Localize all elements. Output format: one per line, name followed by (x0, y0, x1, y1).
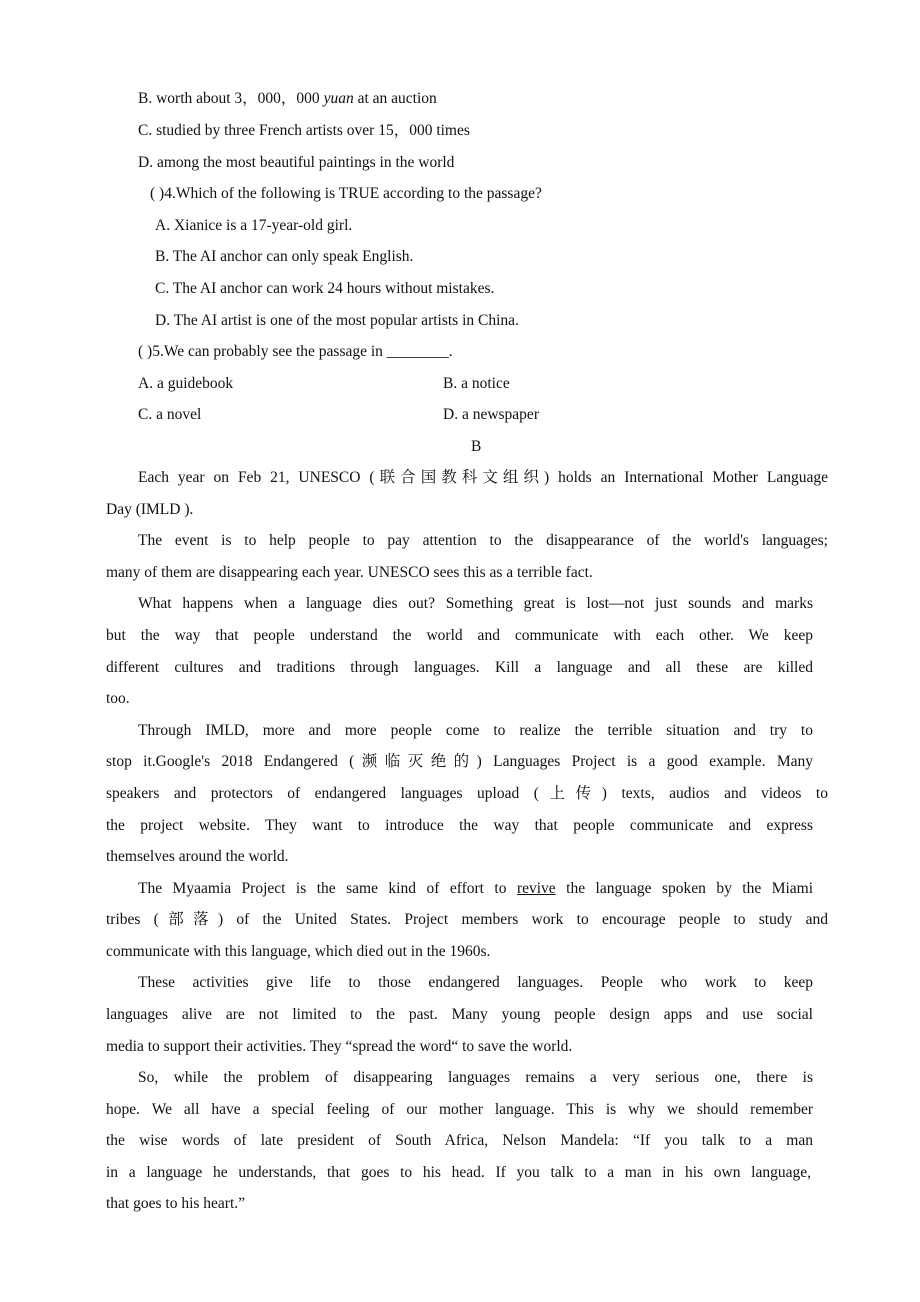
passage-line: but the way that people understand the world and communicate with each other. We keep (106, 627, 813, 644)
line-text: The Myaamia Project is the same kind of effort to (138, 880, 507, 897)
passage-line: stop it.Google's 2018 Endangered (濒临灭绝的) Languages Project is a good example. Many (106, 753, 813, 770)
passage-line: themselves around the world. (106, 848, 289, 865)
passage-line (138, 878, 813, 900)
passage-line: different cultures and traditions through languages. Kill a language and all these are killed (106, 659, 813, 676)
q5-option-a: A. a guidebook (138, 375, 234, 392)
q4-option-c: C. The AI anchor can work 24 hours without mistakes. (155, 280, 495, 297)
passage-line: hope. We all have a special feeling of our mother language. This is why we should remember (106, 1101, 813, 1118)
passage-line: too. (106, 690, 130, 707)
passage-line: communicate with this language, which died out in the 1960s. (106, 943, 491, 960)
passage-line: media to support their activities. They “spread the word“ to save the world. (106, 1038, 573, 1055)
q4-option-b: B. The AI anchor can only speak English. (155, 248, 414, 265)
passage-line: So, while the problem of disappearing languages remains a very serious one, there is (138, 1069, 813, 1086)
q4-option-a: A. Xianice is a 17-year-old girl. (155, 217, 353, 234)
q5-option-c: C. a novel (138, 406, 202, 423)
q3-option-c: C. studied by three French artists over 15，000 times (138, 122, 470, 139)
passage-line: the project website. They want to introduce the way that people communicate and express (106, 817, 813, 834)
passage-line: These activities give life to those endangered languages. People who work to keep (138, 974, 813, 991)
passage-line: languages alive are not limited to the past. Many young people design apps and use social (106, 1006, 813, 1023)
passage-line: The event is to help people to pay attention to the disappearance of the world's languages; (138, 532, 828, 549)
underlined-word: revive (516, 880, 556, 897)
passage-line: Each year on Feb 21, UNESCO (联合国教科文组织) holds an International Mother Language (138, 469, 828, 486)
q3-option-d: D. among the most beautiful paintings in the world (138, 154, 455, 171)
q5-option-b: B. a notice (443, 375, 510, 392)
passage-line: that goes to his heart.” (106, 1195, 246, 1212)
q4-stem: ( )4.Which of the following is TRUE according to the passage? (150, 185, 542, 202)
passage-line: tribes (部落) of the United States. Project members work to encourage people to study and (106, 911, 828, 928)
q5-option-d: D. a newspaper (443, 406, 539, 423)
line-text: the language spoken by the Miami (566, 880, 813, 897)
option-text: at an auction (353, 90, 437, 107)
passage-line: in a language he understands, that goes to his head. If you talk to a man in his own language, (106, 1164, 811, 1181)
passage-line: speakers and protectors of endangered languages upload (上传) texts, audios and videos to (106, 785, 828, 802)
option-italic-word: yuan (323, 90, 354, 107)
q5-stem: ( )5.We can probably see the passage in ________. (138, 343, 453, 360)
passage-line: the wise words of late president of South Africa, Nelson Mandela: “If you talk to a man (106, 1132, 813, 1149)
passage-line: What happens when a language dies out? Something great is lost—not just sounds and marks (138, 595, 813, 612)
option-text: B. worth about 3，000，000 (138, 90, 324, 107)
q4-option-d: D. The AI artist is one of the most popular artists in China. (155, 312, 519, 329)
passage-line: Through IMLD, more and more people come to realize the terrible situation and try to (138, 722, 813, 739)
passage-line: many of them are disappearing each year. UNESCO sees this as a terrible fact. (106, 564, 593, 581)
passage-line: Day (IMLD ). (106, 501, 194, 518)
q3-option-b (138, 88, 437, 110)
section-heading: B (471, 438, 482, 455)
